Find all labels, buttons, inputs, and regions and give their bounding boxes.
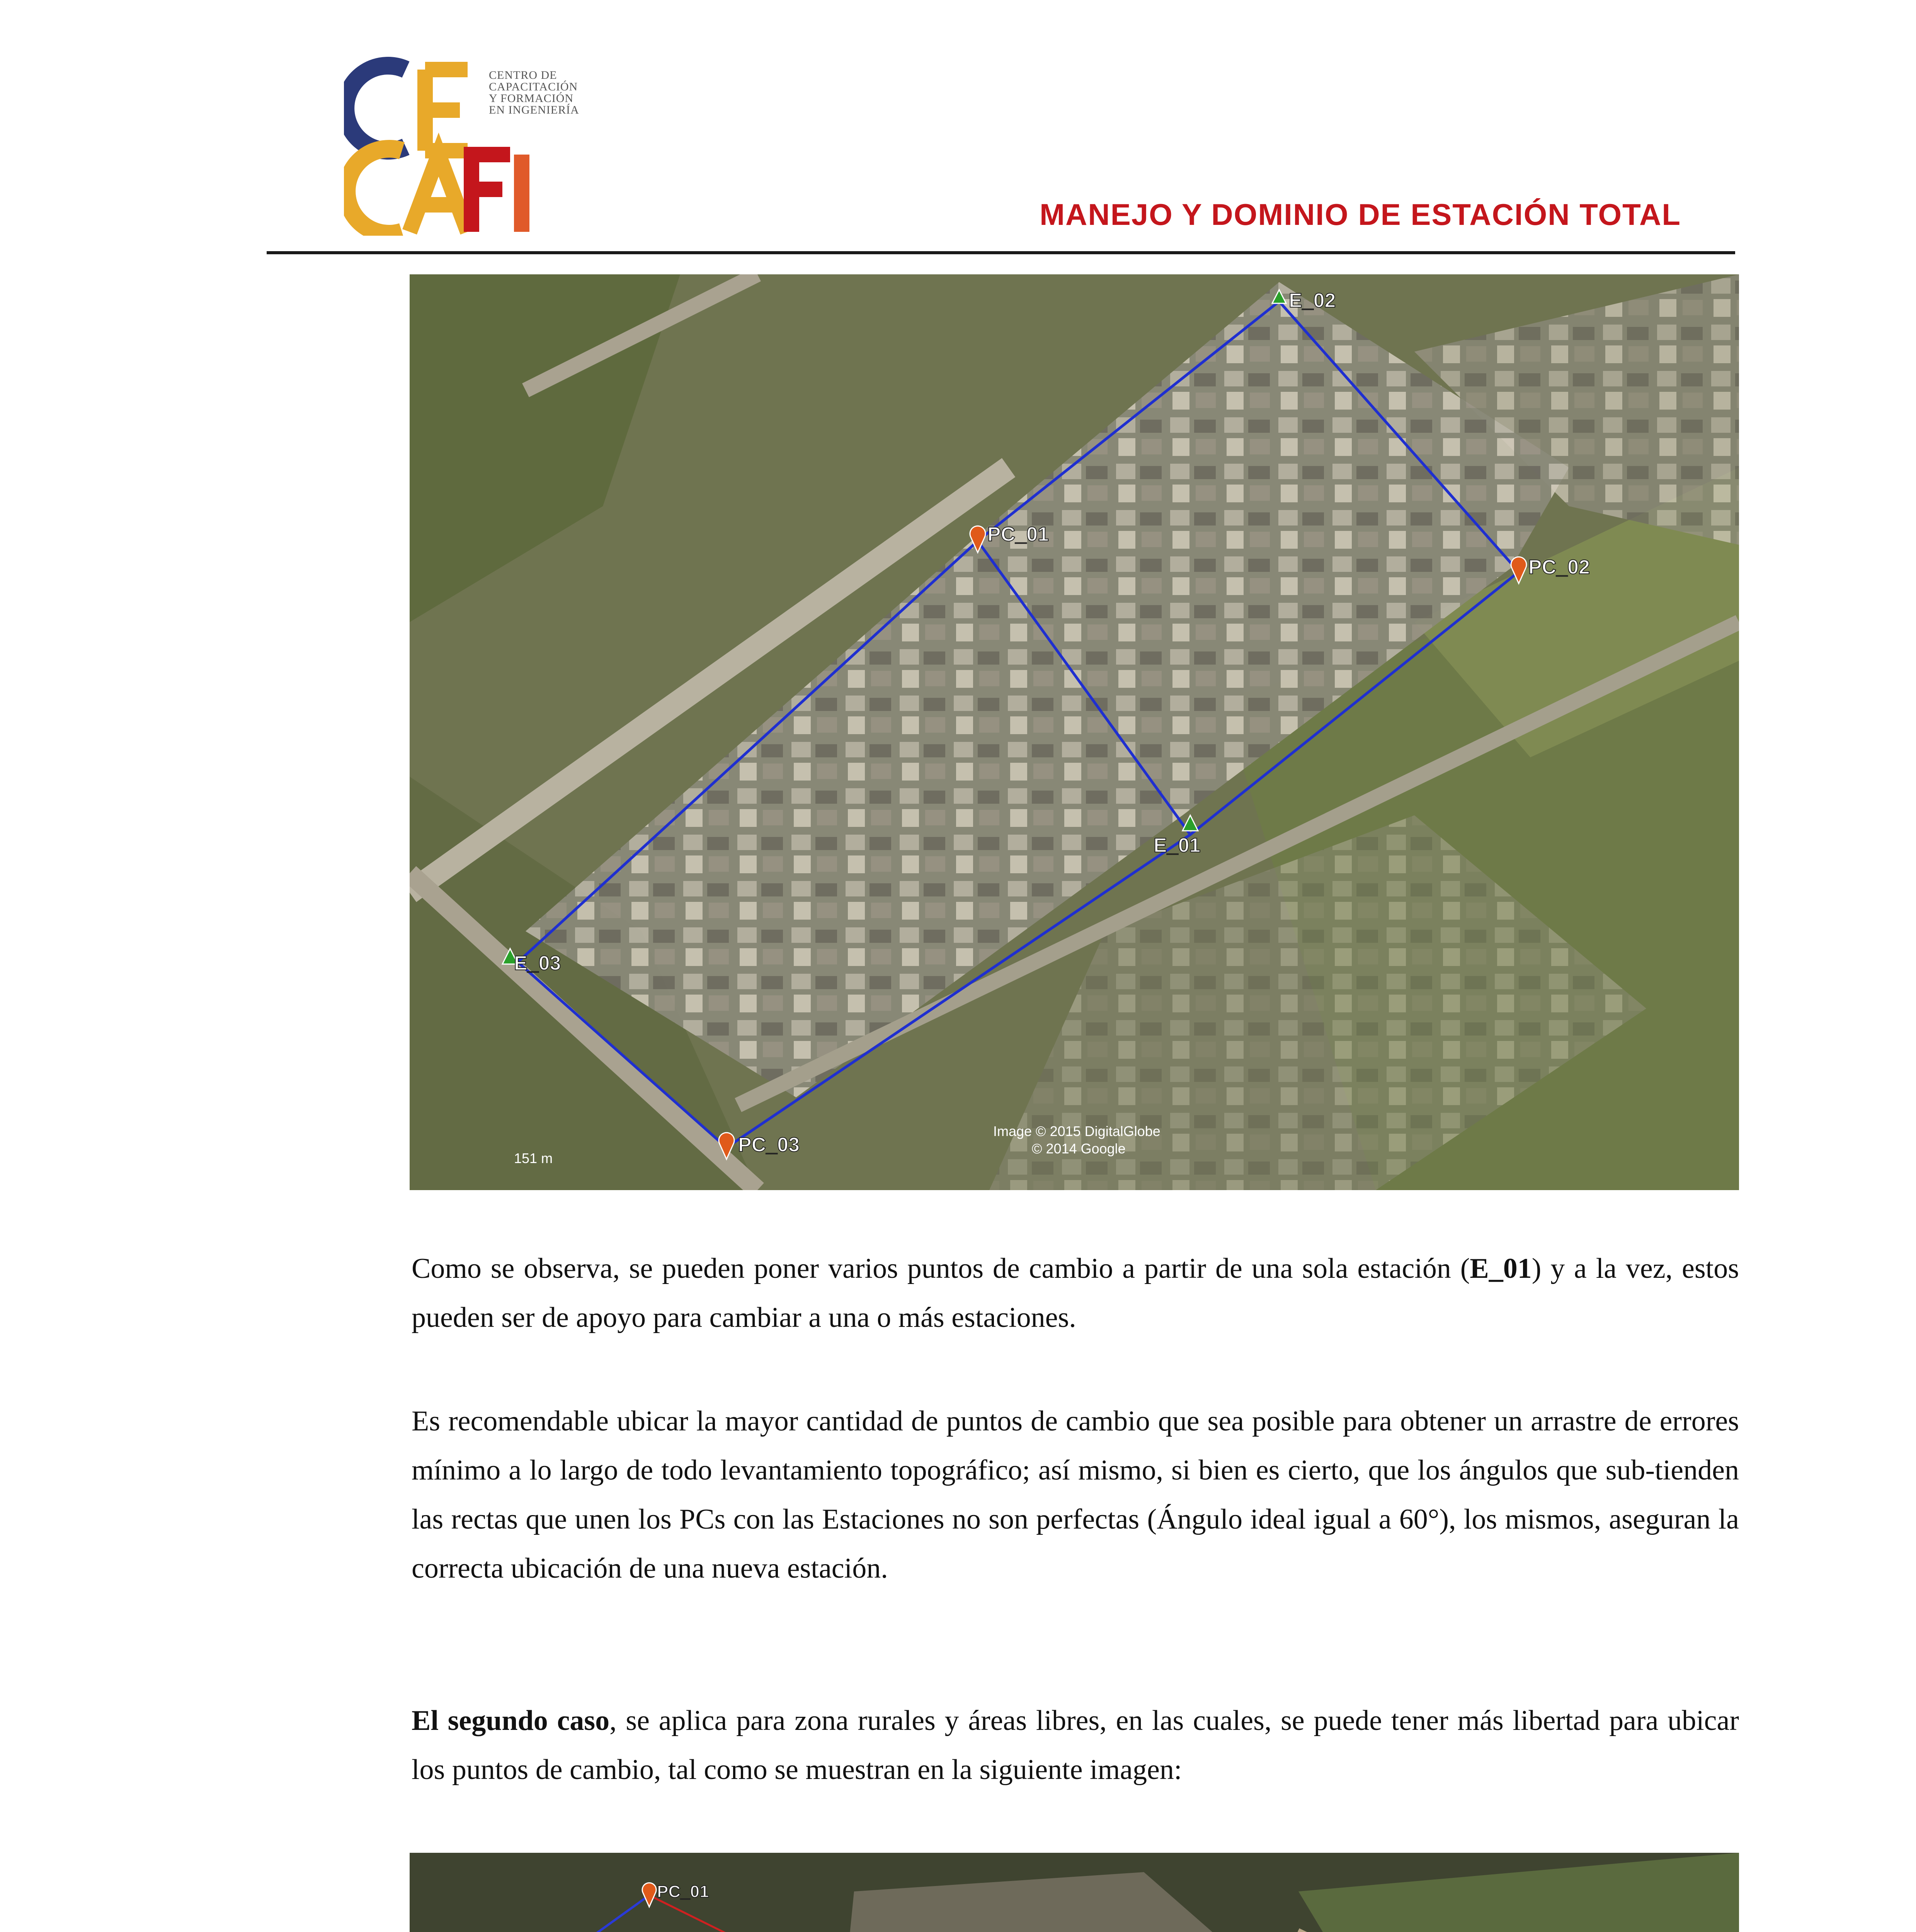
- marker-label-e02: E_02: [1289, 289, 1336, 312]
- urban-map-graphic: [410, 274, 1739, 1190]
- logo-subtitle-line: EN INGENIERÍA: [489, 104, 579, 116]
- marker-label-pc01: PC_01: [657, 1882, 709, 1901]
- map-attribution: Image © 2015 DigitalGlobe: [993, 1123, 1160, 1139]
- marker-label-e03: E_03: [514, 952, 561, 975]
- paragraph-recommendation: Es recomendable ubicar la mayor cantidad de puntos de cambio que sea posible para obtener un arrastre de errores mínimo a lo largo de todo levantamiento topográfico; así mismo, si bien es cierto, que los ángulos que sub-tienden las rectas que unen los PCs con las Estaciones no son perfectas (Ángulo ideal igual a 60°), los mismos, aseguran la correcta ubicación de una nueva estación.: [412, 1405, 1739, 1584]
- paragraph-text: Como se observa, se pueden poner varios puntos de cambio a partir de una sola estación (: [412, 1253, 1470, 1284]
- logo-subtitle-line: CAPACITACIÓN: [489, 80, 578, 93]
- logo-subtitle: [489, 70, 636, 116]
- paragraph-stations: [412, 1244, 1739, 1342]
- logo-subtitle-line: CENTRO DE: [489, 69, 557, 82]
- urban-satellite-map: [410, 274, 1739, 1190]
- paragraph-bold-text: E_01: [1470, 1253, 1532, 1284]
- logo-subtitle-line: Y FORMACIÓN: [489, 92, 574, 105]
- marker-label-pc02: PC_02: [1528, 556, 1590, 578]
- page-header-title: MANEJO Y DOMINIO DE ESTACIÓN TOTAL: [1040, 197, 1681, 231]
- marker-label-e01: E_01: [1154, 834, 1201, 857]
- map-scale: 151 m: [514, 1150, 553, 1166]
- rural-map-graphic: [410, 1853, 1739, 1932]
- rural-satellite-map: [410, 1853, 1739, 1932]
- header-divider: [267, 251, 1735, 254]
- marker-label-pc03: PC_03: [738, 1134, 800, 1156]
- paragraph-second-case: [412, 1696, 1739, 1794]
- map-attribution: © 2014 Google: [1032, 1141, 1126, 1156]
- paragraph-bold-text: El segundo caso: [412, 1705, 610, 1736]
- paragraph-text: , se aplica para zona rurales y áreas libres, en las cuales, se puede tener más libertad para ubicar los puntos de cambio, tal como se muestran en la siguiente imagen:: [412, 1705, 1739, 1786]
- marker-label-pc01: PC_01: [987, 523, 1049, 546]
- paragraph-text: ) y a la vez, estos pueden ser de apoyo para cambiar a una o más estaciones.: [412, 1253, 1739, 1333]
